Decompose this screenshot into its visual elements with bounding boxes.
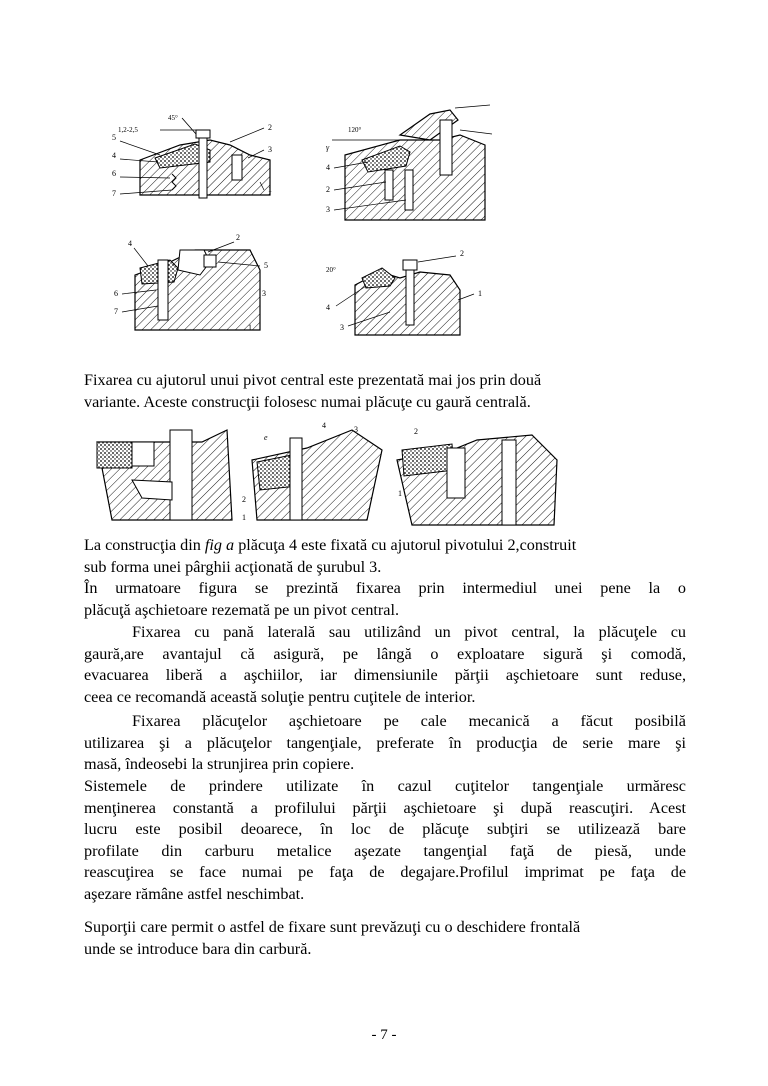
svg-text:6: 6 bbox=[114, 289, 118, 298]
text-line: Fixarea cu ajutorul unui pivot central este prezentată mai jos prin două bbox=[84, 371, 542, 389]
figure-ref: fig a bbox=[204, 536, 235, 554]
svg-text:5: 5 bbox=[264, 261, 268, 270]
svg-text:e: e bbox=[264, 433, 268, 442]
svg-text:120°: 120° bbox=[348, 126, 362, 134]
svg-text:2: 2 bbox=[326, 185, 330, 194]
svg-text:7: 7 bbox=[112, 189, 116, 198]
svg-text:45°: 45° bbox=[168, 114, 178, 122]
text-line: masă, îndeosebi la strunjirea prin copiere. bbox=[84, 755, 355, 773]
text-line: utilizarea şi a plăcuţelor tangenţiale, preferate în producţia de serie mare şi bbox=[84, 733, 686, 752]
svg-text:3: 3 bbox=[262, 289, 266, 298]
text-line: Suporţii care permit o astfel de fixare sunt prevăzuţi cu o deschidere frontală bbox=[84, 918, 581, 936]
paragraph-tangential-systems bbox=[84, 776, 686, 905]
text-line: Sistemele de prindere utilizate în cazul cuţitelor tangenţiale urmăresc bbox=[84, 777, 686, 795]
svg-text:1: 1 bbox=[242, 513, 246, 522]
paragraph-central-pivot bbox=[84, 370, 686, 413]
text-line: reascuţirea se face numai pe faţa de degajare.Profilul imprimat pe faţa de bbox=[84, 863, 686, 881]
svg-text:2: 2 bbox=[414, 427, 418, 436]
text-line: profilate din carburu metalice aşezate tangenţial faţă de piesă, unde bbox=[84, 841, 686, 860]
svg-text:4: 4 bbox=[128, 239, 132, 248]
svg-text:3: 3 bbox=[354, 425, 358, 434]
drawing-a bbox=[112, 114, 272, 198]
drawing-mid-c bbox=[397, 427, 557, 525]
svg-text:1: 1 bbox=[268, 185, 272, 194]
svg-text:5: 5 bbox=[112, 133, 116, 142]
svg-text:20°: 20° bbox=[326, 266, 336, 274]
svg-text:3: 3 bbox=[268, 145, 272, 154]
svg-text:3: 3 bbox=[326, 205, 330, 214]
svg-text:γ: γ bbox=[326, 143, 330, 152]
text-line: aşezare rămâne astfel neschimbat. bbox=[84, 884, 305, 903]
text-run: La construcţia din bbox=[84, 536, 205, 554]
drawing-b bbox=[326, 105, 492, 220]
drawing-mid-b bbox=[242, 421, 382, 522]
text-line: Fixarea cu pană laterală sau utilizând un pivot central, la plăcuţele cu bbox=[132, 623, 686, 641]
svg-text:7: 7 bbox=[114, 307, 118, 316]
text-line: menţinerea constantă a profilului părţii aşchietoare şi după reascuţiri. Acest bbox=[84, 798, 686, 817]
svg-text:4: 4 bbox=[326, 303, 330, 312]
svg-text:4: 4 bbox=[112, 151, 116, 160]
paragraph-lateral-wedge bbox=[84, 622, 686, 708]
paragraph-supports bbox=[84, 917, 686, 960]
text-run: plăcuţa 4 este fixată cu ajutorul pivotului 2,construit bbox=[234, 536, 577, 554]
text-line: gaură,are avantajul că asigură, pe lângă o exploatare sigură şi comodă, bbox=[84, 644, 686, 663]
paragraph-fig-a bbox=[84, 535, 686, 578]
text-line: unde se introduce bara din carbură. bbox=[84, 939, 312, 958]
paragraph-mechanical-fixing bbox=[84, 711, 686, 776]
svg-text:1: 1 bbox=[478, 289, 482, 298]
svg-text:6: 6 bbox=[112, 169, 116, 178]
text-line: În urmatoare figura se prezintă fixarea prin intermediul unei pene la o bbox=[84, 579, 686, 597]
figure-central-pivot-variants bbox=[92, 420, 562, 530]
page-number: - 7 - bbox=[371, 1027, 397, 1043]
paragraph-wedge bbox=[84, 578, 686, 621]
text-line: lucru este posibil deoarece, în loc de plăcuţe subţiri se utilizează bare bbox=[84, 820, 686, 838]
svg-text:2: 2 bbox=[268, 123, 272, 132]
svg-text:3: 3 bbox=[340, 323, 344, 332]
text-line: variante. Aceste construcţii folosesc numai plăcuţe cu gaură centrală. bbox=[84, 392, 531, 411]
drawing-mid-a bbox=[97, 430, 232, 520]
text-line: ceea ce recomandă această soluţie pentru cuţitele de interior. bbox=[84, 687, 476, 706]
svg-text:4: 4 bbox=[326, 163, 330, 172]
svg-text:1: 1 bbox=[248, 323, 252, 332]
text-line: Fixarea plăcuţelor aşchietoare pe cale mecanică a făcut posibilă bbox=[132, 712, 686, 730]
svg-text:2: 2 bbox=[236, 233, 240, 242]
drawing-d bbox=[326, 249, 482, 335]
text-line bbox=[84, 535, 686, 557]
svg-text:2: 2 bbox=[242, 495, 246, 504]
text-line: evacuarea liberă a aşchiilor, iar dimensiunile părţii aşchietoare sunt reduse, bbox=[84, 666, 686, 684]
drawing-c bbox=[114, 233, 268, 332]
text-line: plăcuţă aşchietoare rezemată pe un pivot central. bbox=[84, 600, 400, 619]
svg-text:4: 4 bbox=[322, 421, 326, 430]
svg-text:1: 1 bbox=[398, 489, 402, 498]
text-line: sub forma unei pârghii acţionată de şurubul 3. bbox=[84, 557, 382, 576]
svg-text:1,2-2,5: 1,2-2,5 bbox=[118, 126, 138, 134]
figure-clamping-variants bbox=[100, 100, 500, 345]
svg-text:2: 2 bbox=[460, 249, 464, 258]
